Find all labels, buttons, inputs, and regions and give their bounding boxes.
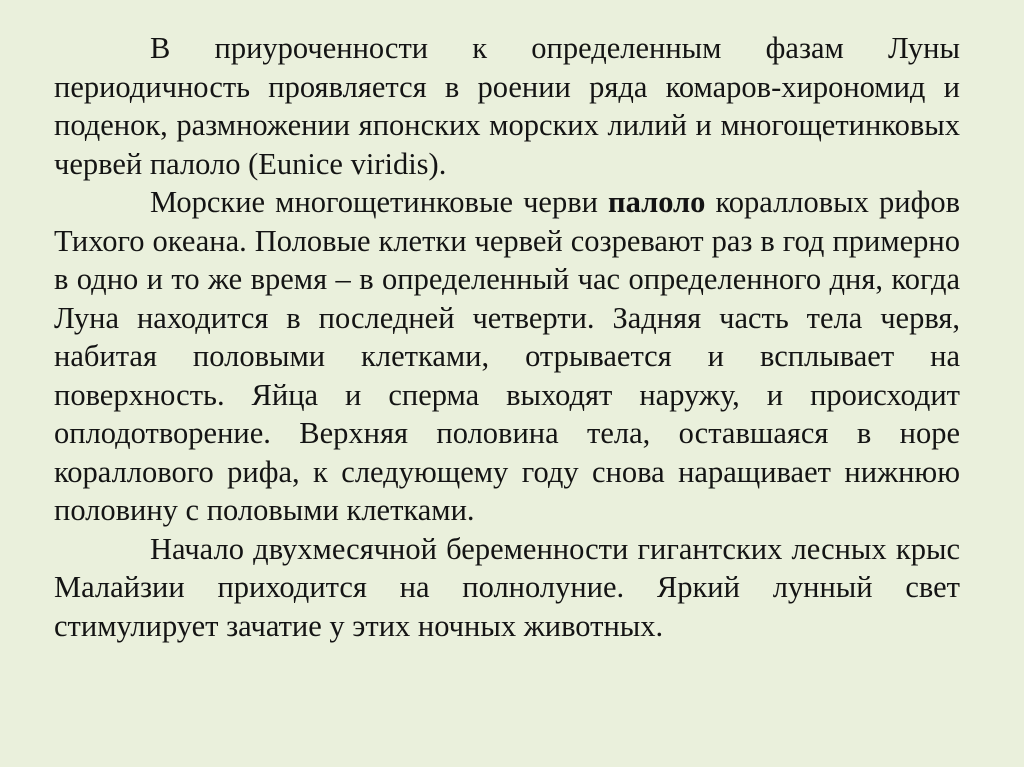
- bold-term-palolo: палоло: [608, 185, 706, 219]
- text-block: [54, 29, 960, 645]
- paragraph-palolo-worms: [54, 183, 960, 530]
- paragraph-palolo-worms-body: коралловых рифов Тихого океана. Половые клетки червей созревают раз в год примерно в одно и то же время – в определенный час определенного дня, когда Луна находится в последней четверти. Задняя часть тела червя, набитая половыми клетками, отрывается и всплывает на поверхность. Яйца и сперма выходят наружу, и происходит оплодотворение. Верхняя половина тела, оставшаяся в норе кораллового рифа, к следующему году снова наращивает нижнюю половину с половыми клетками.: [54, 185, 960, 527]
- paragraph-moon-phases: В приуроченности к определенным фазам Луны периодичность проявляется в роении ряда комаров-хирономид и поденок, размножении японских морских лилий и многощетинковых червей палоло (Eunice viridis).: [54, 31, 960, 181]
- paragraph-forest-rats: Начало двухмесячной беременности гигантских лесных крыс Малайзии приходится на полнолуние. Яркий лунный свет стимулирует зачатие у этих ночных животных.: [54, 531, 960, 643]
- paragraph-palolo-worms-intro: Морские многощетинковые черви: [150, 185, 608, 219]
